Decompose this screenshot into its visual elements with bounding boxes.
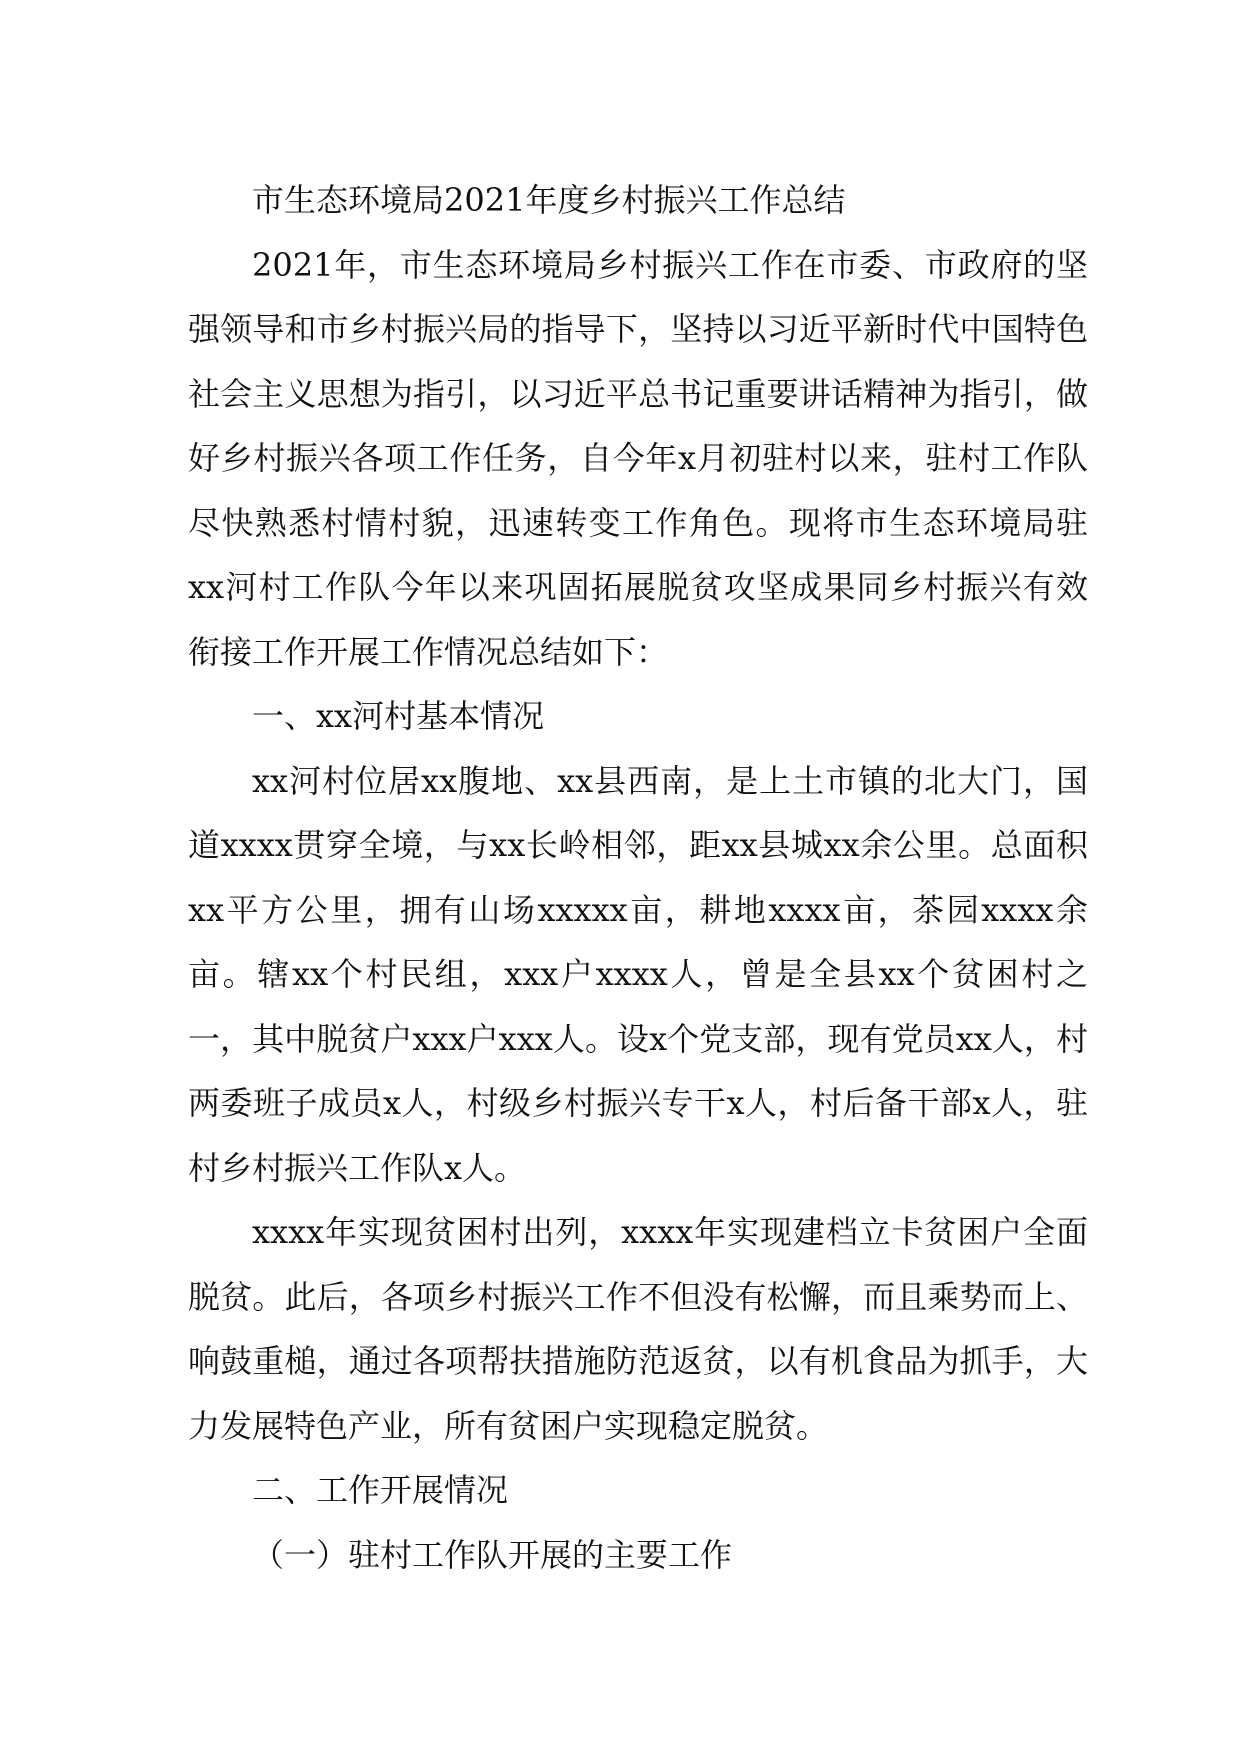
paragraph-poverty-exit: xxxx年实现贫困村出列，xxxx年实现建档立卡贫困户全面脱贫。此后，各项乡村振兴工作不但没有松懈，而且乘势而上、响鼓重槌，通过各项帮扶措施防范返贫，以有机食品为抓手，大力发展特色产业，所有贫困户实现稳定脱贫。 xyxy=(188,1213,1088,1445)
document-title: 市生态环境局2021年度乡村振兴工作总结 xyxy=(252,181,846,219)
paragraph-basic-info: xx河村位居xx腹地、xx县西南，是上土市镇的北大门，国道xxxx贯穿全境，与xx长岭相邻，距xx县城xx余公里。总面积xx平方公里，拥有山场xxxxx亩，耕地xxxx亩，茶园xxxx余亩。辖xx个村民组，xxx户xxxx人，曾是全县xx个贫困村之一，其中脱贫户xxx户xxx人。设x个党支部，现有党员xx人，村两委班子成员x人，村级乡村振兴专干x人，村后备干部x人，驻村乡村振兴工作队x人。 xyxy=(188,761,1088,1187)
paragraph-intro: 2021年，市生态环境局乡村振兴工作在市委、市政府的坚强领导和市乡村振兴局的指导下，坚持以习近平新时代中国特色社会主义思想为指引，以习近平总书记重要讲话精神为指引，做好乡村振兴各项工作任务，自今年x月初驻村以来，驻村工作队尽快熟悉村情村貌，迅速转变工作角色。现将市生态环境局驻xx河村工作队今年以来巩固拓展脱贫攻坚成果同乡村振兴有效衔接工作开展工作情况总结如下： xyxy=(188,245,1088,671)
section-heading-work: 二、工作开展情况 xyxy=(252,1471,509,1509)
document-body xyxy=(188,168,1088,1587)
section-heading-basic-info: 一、xx河村基本情况 xyxy=(252,697,545,735)
subsection-heading-main-work: （一）驻村工作队开展的主要工作 xyxy=(252,1535,733,1574)
